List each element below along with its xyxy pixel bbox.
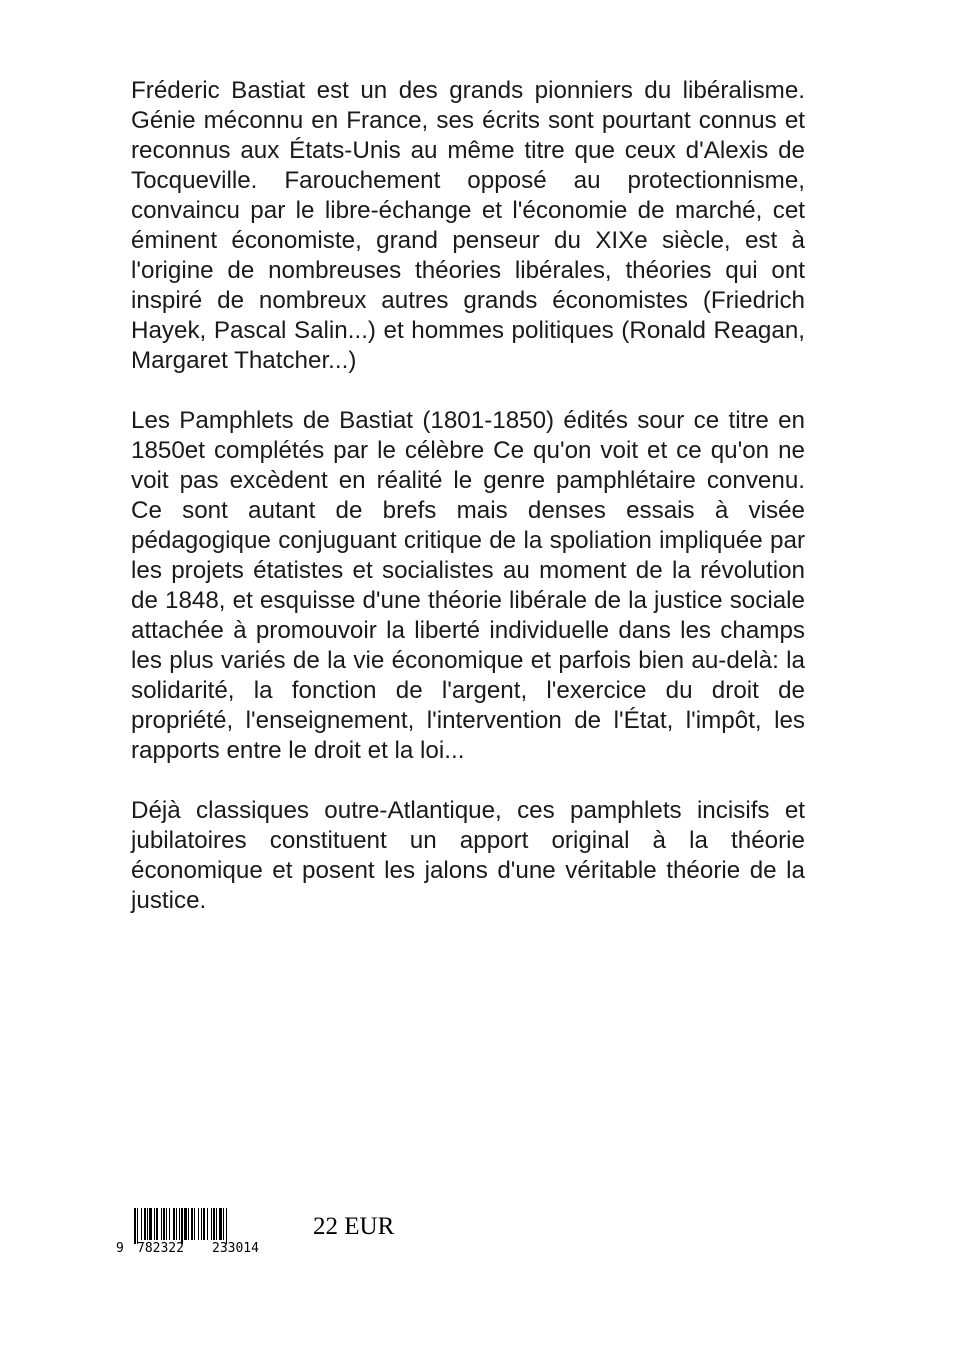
paragraph-conclusion: Déjà classiques outre-Atlantique, ces pamphlets incisifs et jubilatoires constituent un apport original à la théorie économique et posent les jalons d'une véritable théorie de la justice. <box>131 797 805 914</box>
isbn-group-right: 233014 <box>212 1241 259 1256</box>
barcode-bar <box>179 1208 180 1240</box>
barcode-bar <box>161 1208 162 1240</box>
barcode-icon <box>116 1208 291 1244</box>
barcode-bar <box>216 1208 217 1240</box>
barcode-bar <box>194 1208 195 1240</box>
barcode-bar <box>211 1208 212 1240</box>
back-cover-text <box>131 76 805 946</box>
barcode-bar <box>219 1208 222 1240</box>
barcode-bar <box>213 1208 215 1240</box>
barcode-bar <box>191 1208 193 1240</box>
barcode-bar <box>223 1208 224 1240</box>
barcode-bar <box>166 1208 167 1240</box>
barcode-bar <box>156 1208 158 1240</box>
price-label: 22 EUR <box>313 1213 395 1240</box>
barcode-bar <box>154 1208 155 1240</box>
barcode-bar <box>226 1208 227 1244</box>
barcode-bar <box>169 1208 170 1240</box>
isbn-group-left: 782322 <box>137 1241 184 1256</box>
paragraph-intro: Fréderic Bastiat est un des grands pionniers du libéralisme. Génie méconnu en France, ses écrits sont pourtant connus et reconnus aux États-Unis au même titre que ceux d'Alexis de Tocqueville. Farouchement opposé au protectionnisme, convaincu par le libre-échange et l'économie de marché, cet éminent économiste, grand penseur du XIXe siècle, est à l'origine de nombreuses théories libérales, théories qui ont inspiré de nombreux autres grands économistes (Friedrich Hayek, Pascal Salin...) et hommes politiques (Ronald Reagan, Margaret Thatcher...) <box>131 77 805 374</box>
barcode-bar <box>188 1208 189 1240</box>
barcode-bar <box>163 1208 165 1240</box>
barcode-bar <box>173 1208 175 1240</box>
barcode-bar <box>149 1208 152 1240</box>
barcode-bar <box>184 1208 187 1240</box>
barcode-bar <box>198 1208 199 1240</box>
barcode-bar <box>207 1208 208 1240</box>
barcode-bar <box>201 1208 202 1240</box>
barcode-bar <box>176 1208 177 1240</box>
barcode-bar <box>147 1208 148 1240</box>
barcode-bar <box>141 1208 142 1240</box>
paragraph-pamphlets: Les Pamphlets de Bastiat (1801-1850) édités sour ce titre en 1850et complétés par le célèbre Ce qu'on voit et ce qu'on ne voit pas excèdent en réalité le genre pamphlétaire convenu. Ce sont autant de brefs mais denses essais à visée pédagogique conjuguant critique de la spoliation impliquée par les projets étatistes et socialistes au moment de la révolution de 1848, et esquisse d'une théorie libérale de la justice sociale attachée à promouvoir la liberté individuelle dans les champs les plus variés de la vie économique et parfois bien au-delà: la solidarité, la fonction de l'argent, l'exercice du droit de propriété, l'enseignement, l'intervention de l'État, l'impôt, les rapports entre le droit et la loi... <box>131 407 805 764</box>
barcode-bar <box>181 1208 183 1244</box>
barcode-bar <box>144 1208 146 1240</box>
isbn-prefix: 9 <box>116 1241 124 1256</box>
barcode-bar <box>134 1208 136 1244</box>
barcode-bar <box>203 1208 205 1240</box>
barcode-bar <box>137 1208 138 1244</box>
